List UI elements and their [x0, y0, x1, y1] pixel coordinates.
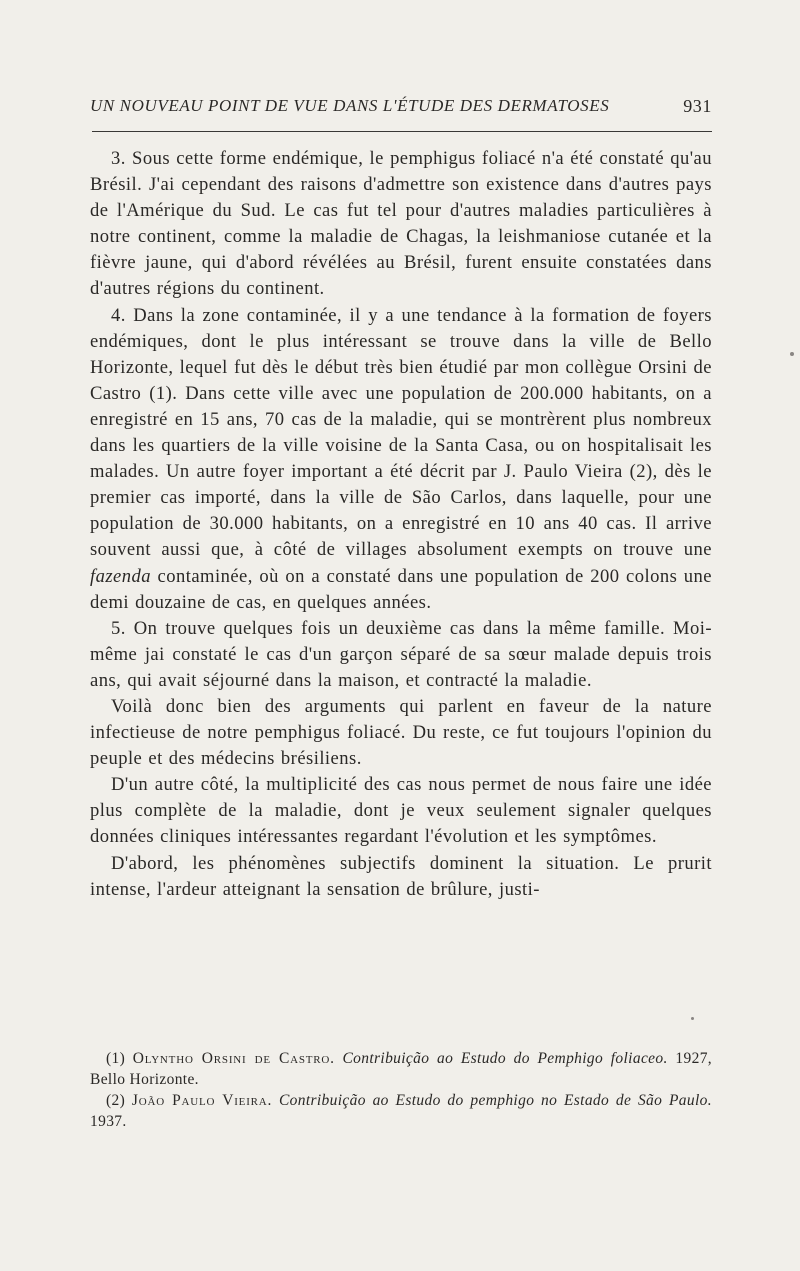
paragraph-5: 5. On trouve quelques fois un deuxième cas dans la même famille. Moi-même jai constaté le cas d'un garçon séparé de sa sœur malade depuis trois ans, qui avait séjourné dans la maison, et contracté la maladie. [90, 617, 712, 691]
footnote-1-number: (1) [106, 1050, 126, 1067]
page-number: 931 [683, 96, 712, 116]
footnote-2-details: 1937. [90, 1113, 127, 1130]
running-title: UN NOUVEAU POINT DE VUE DANS L'ÉTUDE DES DERMATOSES [90, 96, 610, 115]
footnote-2-author: João Paulo Vieira. [131, 1092, 273, 1109]
paper-speck [691, 1017, 694, 1020]
paragraph-4-text-b: contaminée, où on a constaté dans une population de 200 colons une demi douzaine de cas, en quelques années. [90, 565, 712, 613]
paragraph-4-text-a: 4. Dans la zone contaminée, il y a une tendance à la formation de foyers endémiques, dont le plus intéressant se trouve dans la ville de Bello Horizonte, lequel fut dès le début très bien étudié par mon collègue Orsini de Castro (1). Dans cette ville avec une population de 200.000 habitants, on a enregistré en 15 ans, 70 cas de la maladie, qui se montrèrent plus nombreux dans les quartiers de la ville voisine de la Santa Casa, ou on hospitalisait les malades. Un autre foyer important a été décrit par J. Paulo Vieira (2), dès le premier cas importé, dans la ville de São Carlos, dans laquelle, pour une population de 30.000 habitants, on a enregistré en 10 ans 40 cas. Il arrive souvent aussi que, à côté de villages absolument exempts on trouve une [90, 304, 712, 561]
footnote-1-details: 1927, Bello Horizonte. [90, 1050, 713, 1088]
paragraph-arguments: Voilà donc bien des arguments qui parlent en faveur de la nature infectieuse de notre pemphigus foliacé. Du reste, ce fut toujours l'opinion du peuple et des médecins brésiliens. [90, 695, 712, 770]
paragraph-4-emphasis: fazenda [90, 565, 151, 587]
footnote-1-work: Contribuição ao Estudo do Pemphigo foliaceo. [342, 1050, 668, 1067]
paper-speck [790, 352, 794, 356]
body-text [90, 146, 712, 903]
footnote-1 [90, 1048, 712, 1090]
footnote-2-number: (2) [106, 1092, 126, 1109]
paragraph-symptoms: D'abord, les phénomènes subjectifs dominent la situation. Le prurit intense, l'ardeur atteignant la sensation de brûlure, justi- [90, 852, 712, 900]
header-rule [92, 131, 712, 132]
paragraph-3: 3. Sous cette forme endémique, le pemphigus foliacé n'a été constaté qu'au Brésil. J'ai cependant des raisons d'admettre son existence dans d'autres pays de l'Amérique du Sud. Le cas fut tel pour d'autres maladies particulières à notre continent, comme la maladie de Chagas, la leishmaniose cutanée et la fièvre jaune, qui d'abord révélées au Brésil, furent ensuite constatées dans d'autres régions du continent. [90, 148, 712, 300]
footnote-2-work: Contribuição ao Estudo do pemphigo no Estado de São Paulo. [278, 1092, 712, 1109]
paragraph-4 [90, 303, 712, 616]
footnote-2 [90, 1090, 712, 1132]
footnotes [90, 1048, 712, 1132]
paragraph-multiplicity: D'un autre côté, la multiplicité des cas nous permet de nous faire une idée plus complète de la maladie, dont je veux seulement signaler quelques données cliniques intéressantes regardant l'évolution et les symptômes. [90, 774, 712, 848]
footnote-1-author: Olyntho Orsini de Castro. [132, 1050, 335, 1067]
